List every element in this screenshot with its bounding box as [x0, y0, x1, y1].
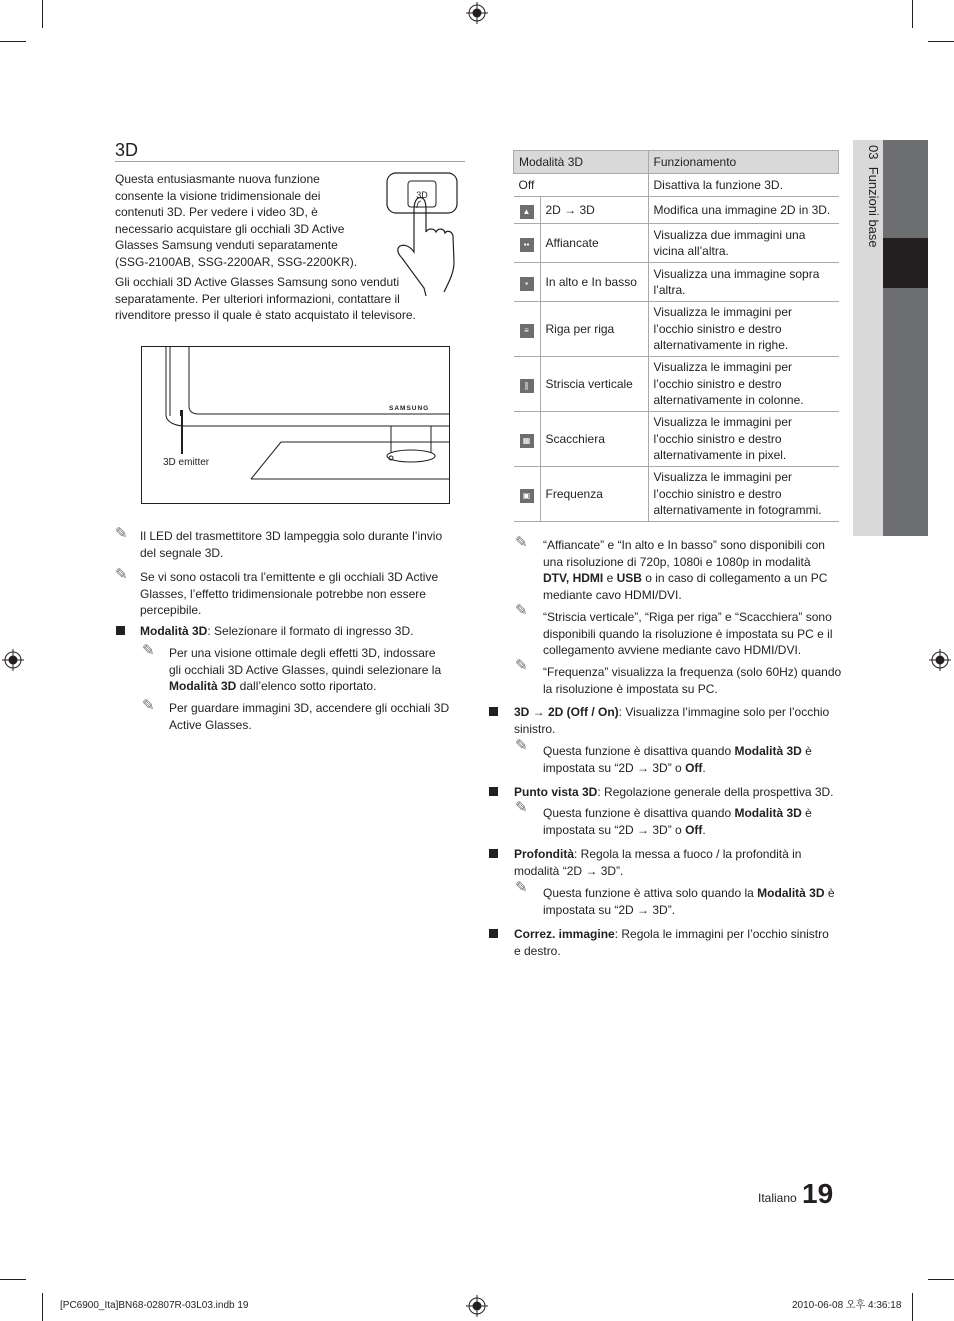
crop-mark [912, 0, 913, 28]
remote-3d-button-illustration [384, 170, 464, 298]
bullet-icon [489, 787, 498, 796]
mode-table [513, 150, 839, 522]
mode-cell: 2D → 3D [540, 197, 648, 224]
bullet-icon [116, 626, 125, 635]
mode-cell: Frequenza [540, 467, 648, 522]
crop-mark [928, 41, 954, 42]
tv-emitter-illustration [141, 346, 451, 505]
note-resolution: “Affiancate” e “In alto e In basso” sono disponibili con una risoluzione di 720p, 1080i e 1080p in modalità DTV, HDMI e USB o in caso di collegamento a un PC mediante cavo HDMI/DVI. [543, 538, 828, 602]
crop-mark [0, 1279, 26, 1280]
note-obstacles: Se vi sono ostacoli tra l’emittente e gli occhiali 3D Active Glasses, l’effetto tridimensionale potrebbe non essere percepibile. [140, 570, 439, 617]
desc-cell: Visualizza le immagini per l’occhio sinistro e destro alternativamente in pixel. [648, 412, 839, 467]
crop-mark [42, 0, 43, 28]
page-language: Italiano [758, 1191, 797, 1205]
mode-cell: Scacchiera [540, 412, 648, 467]
desc-cell: Disattiva la funzione 3D. [648, 174, 839, 197]
desc-cell: Visualizza le immagini per l’occhio sinistro e destro alternativamente in colonne. [648, 357, 839, 412]
mode-cell: Off [514, 174, 649, 197]
title-rule [115, 161, 465, 162]
item-3d-to-2d: 3D → 2D (Off / On): Visualizza l’immagine solo per l’occhio sinistro. [514, 705, 830, 736]
intro-paragraph: Questa entusiasmante nuova funzione consente la visione tridimensionale dei contenuti 3D. Per vedere i video 3D, è necessario acquistare gli occhiali 3D Active Glasses Samsung venduti separatamente (SSG-2100AB, SSG-2200AR, SSG-2200KR). [115, 172, 358, 269]
chapter-tab-label: 03 Funzioni base [866, 145, 881, 248]
side-by-side-icon: ▪▪ [520, 238, 534, 252]
table-row [514, 263, 839, 302]
top-bottom-icon: ▪ [520, 277, 534, 291]
svg-text:3D: 3D [416, 190, 428, 200]
crop-mark [42, 1293, 43, 1321]
note-icon: ✎ [515, 534, 528, 551]
footer-date: 2010-06-08 오후 4:36:18 [792, 1300, 902, 1311]
frequency-icon: ▣ [520, 489, 534, 503]
registration-mark-icon [466, 2, 488, 24]
item-image-correction: Correz. immagine: Regola le immagini per l’occhio sinistro e destro. [514, 927, 829, 958]
mode-cell: Riga per riga [540, 302, 648, 357]
table-row [514, 412, 839, 467]
item-depth: Profondità: Regola la messa a fuoco / la profondità in modalità “2D → 3D”. [514, 847, 802, 878]
vertical-stripe-icon: ∥ [520, 379, 534, 393]
note-icon: ✎ [142, 642, 155, 659]
note-icon: ✎ [115, 525, 128, 542]
note-icon: ✎ [515, 602, 528, 619]
mode-cell: In alto e In basso [540, 263, 648, 302]
chapter-tab-bar [883, 140, 928, 536]
bullet-icon [489, 707, 498, 716]
bullet-icon [489, 849, 498, 858]
item-depth-note: Questa funzione è attiva solo quando la Modalità 3D è impostata su “2D → 3D”. [543, 886, 835, 917]
item-viewpoint: Punto vista 3D: Regolazione generale della prospettiva 3D. [514, 785, 834, 799]
crop-mark [912, 1293, 913, 1321]
chapter-tab-marker [883, 238, 928, 288]
note-led: Il LED del trasmettitore 3D lampeggia solo durante l’invio del segnale 3D. [140, 529, 443, 560]
note-icon: ✎ [515, 737, 528, 754]
note-icon: ✎ [515, 879, 528, 896]
section-title: 3D [115, 140, 139, 160]
table-row [514, 224, 839, 263]
desc-cell: Modifica una immagine 2D in 3D. [648, 197, 839, 224]
tv-brand-logo: SAMSUNG [389, 405, 430, 412]
table-header-mode: Modalità 3D [514, 151, 649, 174]
bullet-icon [489, 929, 498, 938]
table-row [514, 197, 839, 224]
table-row [514, 302, 839, 357]
mode-note-glasses: Per guardare immagini 3D, accendere gli occhiali 3D Active Glasses. [169, 701, 450, 732]
desc-cell: Visualizza una immagine sopra l’altra. [648, 263, 839, 302]
desc-cell: Visualizza due immagini una vicina all’altra. [648, 224, 839, 263]
intro-paragraph-2: Gli occhiali 3D Active Glasses Samsung sono venduti separatamente. Per ulteriori informazioni, contattare il rivenditore presso il quale è stato acquistato il televisore. [115, 275, 416, 322]
registration-mark-icon [929, 649, 951, 671]
checker-board-icon: ▦ [520, 434, 534, 448]
registration-mark-icon [466, 1295, 488, 1317]
note-icon: ✎ [115, 566, 128, 583]
footer-file: [PC6900_Ita]BN68-02807R-03L03.indb 19 [60, 1300, 249, 1311]
note-icon: ✎ [515, 657, 528, 674]
mode-note-optimal: Per una visione ottimale degli effetti 3D, indossare gli occhiali 3D Active Glasses, quindi selezionare la Modalità 3D dall’elenco sotto riportato. [169, 646, 442, 693]
page-number: 19 [802, 1178, 834, 1209]
table-row [514, 357, 839, 412]
table-row [514, 174, 839, 197]
note-icon: ✎ [515, 799, 528, 816]
registration-mark-icon [2, 649, 24, 671]
mode-cell: Affiancate [540, 224, 648, 263]
table-row [514, 467, 839, 522]
note-icon: ✎ [142, 697, 155, 714]
table-header-function: Funzionamento [648, 151, 839, 174]
mode-cell: Striscia verticale [540, 357, 648, 412]
desc-cell: Visualizza le immagini per l’occhio sinistro e destro alternativamente in fotogrammi. [648, 467, 839, 522]
crop-mark [0, 41, 26, 42]
note-frequency: “Frequenza” visualizza la frequenza (solo 60Hz) quando la risoluzione è impostata su PC. [543, 665, 842, 696]
note-pc-mode: “Striscia verticale”, “Riga per riga” e “Scacchiera” sono disponibili quando la risoluzione è impostata su PC e il collegamento avviene mediante cavo HDMI/DVI. [543, 610, 833, 657]
item-viewpoint-note: Questa funzione è disattiva quando Modalità 3D è impostata su “2D → 3D” o Off. [543, 806, 812, 837]
mode-3d-item: Modalità 3D: Selezionare il formato di ingresso 3D. [140, 624, 414, 638]
crop-mark [928, 1279, 954, 1280]
item-3d-to-2d-note: Questa funzione è disattiva quando Modalità 3D è impostata su “2D → 3D” o Off. [543, 744, 812, 775]
line-by-line-icon: ≡ [520, 324, 534, 338]
emitter-label: 3D emitter [163, 457, 210, 468]
2d-3d-icon: ▲ [520, 205, 534, 219]
desc-cell: Visualizza le immagini per l’occhio sinistro e destro alternativamente in righe. [648, 302, 839, 357]
